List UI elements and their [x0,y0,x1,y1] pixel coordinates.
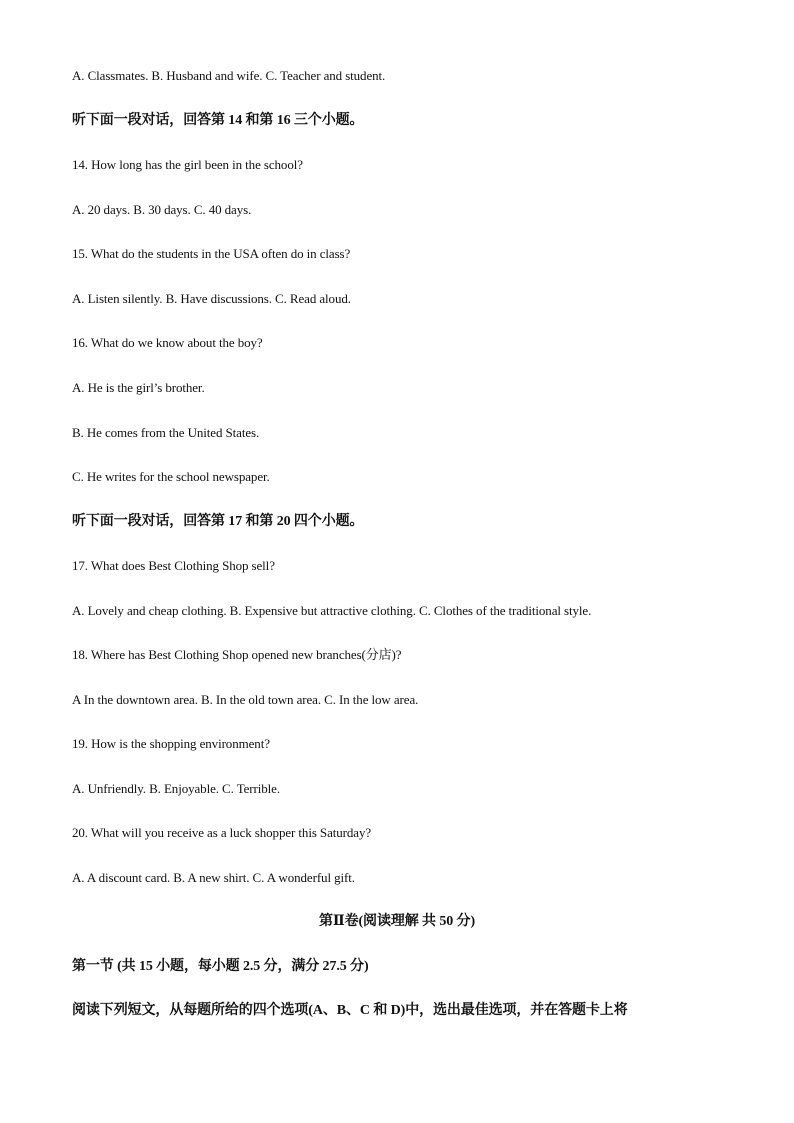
q17-options: A. Lovely and cheap clothing. B. Expensive but attractive clothing. C. Clothes of the traditional style. [72,603,592,618]
section-instruction-14-16: 听下面一段对话，回答第 14 和第 16 三个小题。 [72,113,364,128]
section-instruction-17-20: 听下面一段对话，回答第 17 和第 20 四个小题。 [72,514,364,529]
reading-instruction: 阅读下列短文，从每题所给的四个选项(A、B、C 和 D)中，选出最佳选项，并在答题卡上将 [72,1003,628,1018]
q18-options: A In the downtown area. B. In the old town area. C. In the low area. [72,692,419,707]
q19-options: A. Unfriendly. B. Enjoyable. C. Terrible. [72,781,281,796]
q16-option-a: A. He is the girl’s brother. [72,380,205,395]
part-two-heading: 第Ⅱ卷(阅读理解 共 50 分) [318,914,476,929]
q14-options: A. 20 days. B. 30 days. C. 40 days. [72,202,252,217]
q19-question: 19. How is the shopping environment? [72,736,270,751]
q13-options: A. Classmates. B. Husband and wife. C. Teacher and student. [72,68,386,83]
q18-question: 18. Where has Best Clothing Shop opened new branches(分店)? [72,647,402,662]
q16-question: 16. What do we know about the boy? [72,335,263,350]
q20-question: 20. What will you receive as a luck shopper this Saturday? [72,825,372,840]
q20-options: A. A discount card. B. A new shirt. C. A wonderful gift. [72,870,355,885]
q14-question: 14. How long has the girl been in the school? [72,157,303,172]
q15-question: 15. What do the students in the USA often do in class? [72,246,351,261]
q15-options: A. Listen silently. B. Have discussions. C. Read aloud. [72,291,351,306]
q17-question: 17. What does Best Clothing Shop sell? [72,558,275,573]
q16-option-b: B. He comes from the United States. [72,425,260,440]
q16-option-c: C. He writes for the school newspaper. [72,469,270,484]
section-one-heading: 第一节 (共 15 小题，每小题 2.5 分，满分 27.5 分) [72,959,369,974]
